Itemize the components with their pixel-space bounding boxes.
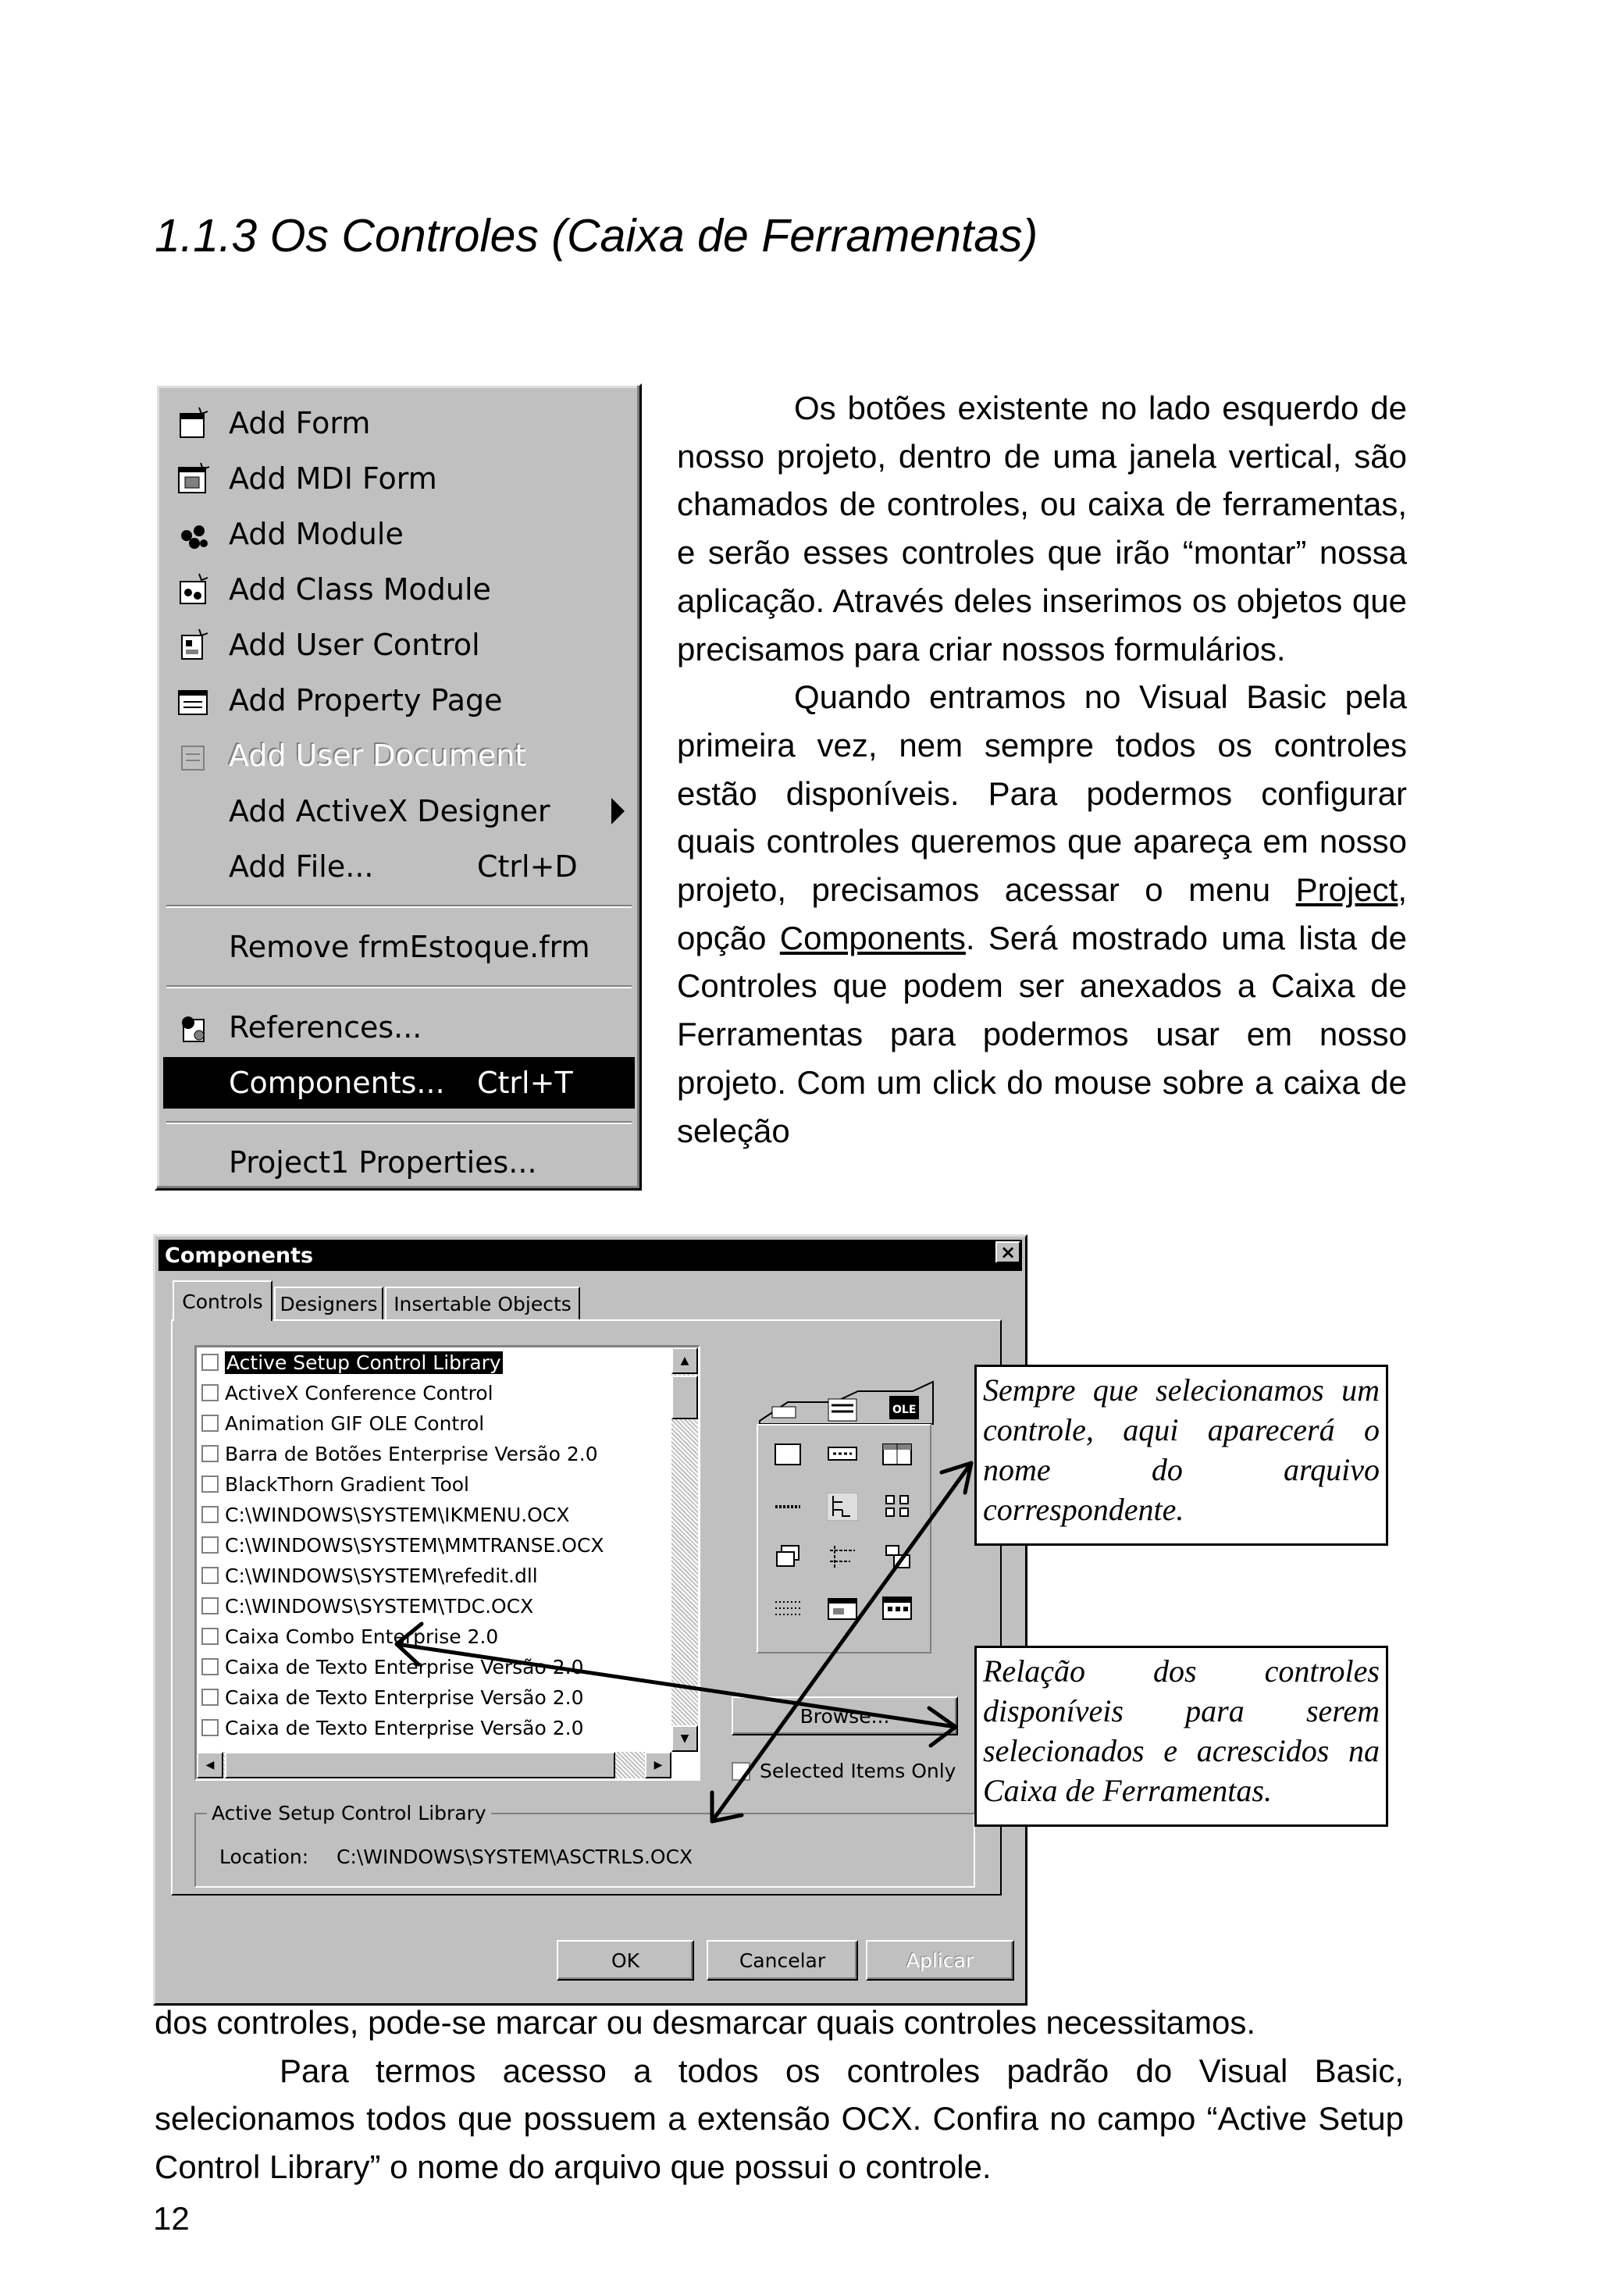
callout-file-name: Sempre que selecionamos um controle, aqui aparecerá o nome do arquivo correspondente. <box>974 1365 1388 1546</box>
library-info-group <box>194 1802 975 1888</box>
checkbox[interactable] <box>201 1475 219 1493</box>
scroll-thumb[interactable] <box>671 1376 698 1419</box>
location-label: Location: <box>219 1846 309 1868</box>
list-item[interactable]: C:\WINDOWS\SYSTEM\IKMENU.OCX <box>201 1500 569 1529</box>
menu-shortcut: Ctrl+D <box>477 849 578 884</box>
horizontal-scrollbar[interactable] <box>197 1752 671 1778</box>
checkbox[interactable] <box>201 1445 219 1462</box>
cancel-button[interactable]: Cancelar <box>707 1940 858 1981</box>
section-heading: 1.1.3 Os Controles (Caixa de Ferramentas) <box>155 210 1038 262</box>
list-item[interactable]: Animation GIF OLE Control <box>201 1408 484 1438</box>
menu-item-add-user-control[interactable] <box>163 619 635 671</box>
group-label: Active Setup Control Library <box>207 1802 491 1824</box>
location-value: C:\WINDOWS\SYSTEM\ASCTRLS.OCX <box>337 1846 693 1868</box>
checkbox[interactable] <box>201 1536 219 1554</box>
menu-item-add-property-page[interactable] <box>163 675 635 726</box>
tabstrip-tool-icon <box>881 1543 913 1571</box>
scroll-left-icon[interactable]: ◀ <box>197 1752 223 1778</box>
vertical-scrollbar[interactable] <box>671 1347 698 1752</box>
menu-reference-project: Project <box>1295 871 1398 909</box>
paragraph-controls-intro: Os botões existente no lado esquerdo de nosso projeto, dentro de uma janela vertical, são chamados de controles, ou caixa de ferramentas, e serão esses controles que irão “montar” nossa aplicação. Através deles inserimos os objetos que precisamos para criar nossos formulários. <box>677 390 1407 667</box>
menu-item-label: Add MDI Form <box>229 461 437 496</box>
menu-item-add-form[interactable] <box>163 397 635 449</box>
list-item[interactable]: Active Setup Control Library <box>201 1347 503 1377</box>
menu-item-add-mdi-form[interactable] <box>163 453 635 504</box>
list-item[interactable]: ActiveX Conference Control <box>201 1378 493 1408</box>
checkbox[interactable] <box>201 1597 219 1614</box>
paragraph-continuation: dos controles, pode-se marcar ou desmarcar quais controles necessitamos. <box>155 2004 1255 2041</box>
scroll-thumb[interactable] <box>225 1752 615 1778</box>
menu-item-label: Add Class Module <box>229 572 491 607</box>
menu-item-label: Components... <box>229 1066 445 1100</box>
menu-item-label: Add User Document <box>229 739 527 773</box>
list-item[interactable]: Caixa de Texto Enterprise Versão 2.0 <box>201 1682 584 1712</box>
menu-item-components[interactable] <box>163 1057 635 1109</box>
list-item[interactable]: C:\WINDOWS\SYSTEM\MMTRANSE.OCX <box>201 1530 604 1560</box>
label-tool-icon <box>827 1440 858 1468</box>
menu-shortcut: Ctrl+T <box>477 1066 573 1100</box>
menu-item-label: Remove frmEstoque.frm <box>229 930 590 964</box>
checkbox[interactable] <box>201 1567 219 1584</box>
components-dialog <box>153 1234 1027 2006</box>
menu-item-add-module[interactable] <box>163 508 635 560</box>
body-text-column <box>677 384 1407 1155</box>
menu-reference-components: Components <box>779 919 966 956</box>
checkbox[interactable] <box>732 1762 750 1781</box>
svg-text:OLE: OLE <box>892 1404 917 1416</box>
menu-item-label: Add Module <box>229 517 404 551</box>
callout-controls-list: Relação dos controles disponíveis para serem selecionados e acrescidos na Caixa de Ferramentas. <box>974 1646 1388 1827</box>
list-item[interactable]: Caixa de Texto Enterprise Versão 2.0 <box>201 1652 584 1682</box>
checkbox[interactable] <box>201 1354 219 1371</box>
checkbox[interactable] <box>201 1658 219 1675</box>
dialog-titlebar <box>158 1240 1022 1271</box>
list-item[interactable]: BlackThorn Gradient Tool <box>201 1469 469 1499</box>
list-item[interactable]: Caixa Combo Enterprise 2.0 <box>201 1621 498 1651</box>
selected-items-only-checkbox[interactable]: Selected Items Only <box>732 1760 956 1782</box>
imagelist-tool-icon <box>772 1543 803 1571</box>
treeview-tool-icon <box>827 1493 858 1521</box>
menu-item-label: Add File... <box>229 849 374 884</box>
menu-separator <box>166 905 632 908</box>
frame-tool-icon <box>772 1440 803 1468</box>
menu-separator <box>166 985 632 988</box>
class-module-icon <box>176 572 212 608</box>
tab-controls[interactable]: Controls <box>173 1280 272 1321</box>
property-page-icon <box>176 683 212 719</box>
ok-button[interactable]: OK <box>557 1940 694 1981</box>
controls-list[interactable] <box>194 1345 700 1781</box>
paragraph-ocx-extension: Para termos acesso a todos os controles padrão do Visual Basic, selecionamos todos que possuem a extensão OCX. Confira no campo “Active Setup Control Library” o nome do arquivo que possui o controle. <box>155 2052 1404 2186</box>
menu-item-remove-file[interactable] <box>163 921 635 973</box>
menu-item-add-file[interactable] <box>163 841 635 892</box>
browse-button[interactable]: Browse... <box>732 1696 958 1735</box>
paragraph-components-menu: Quando entramos no Visual Basic pela primeira vez, nem sempre todos os controles estão disponíveis. Para podermos configurar quais controles queremos que apareça em nosso projeto, precisamos acessar o menu Project, opção Components. Será mostrado uma lista de Controles que podem ser anexados a Caixa de Ferramentas para podermos usar em nosso projeto. Com um click do mouse sobre a caixa de seleção <box>677 678 1407 1149</box>
body-text-bottom <box>155 1999 1404 2191</box>
menu-item-label: Add Property Page <box>229 683 503 717</box>
menu-item-label: Add ActiveX Designer <box>229 794 550 828</box>
checkbox[interactable] <box>201 1628 219 1645</box>
module-icon <box>176 517 212 553</box>
project-menu <box>155 383 642 1191</box>
checkbox[interactable] <box>201 1689 219 1706</box>
list-item[interactable]: Caixa de Texto Enterprise Versão 2.0 <box>201 1713 584 1742</box>
scroll-right-icon[interactable]: ▶ <box>645 1752 671 1778</box>
submenu-arrow-icon <box>611 798 625 824</box>
grid-tool-icon <box>881 1440 913 1468</box>
toolbar-tool-icon <box>827 1543 858 1571</box>
dialog-title: Components <box>165 1243 314 1268</box>
menu-separator <box>166 1121 632 1124</box>
checkbox[interactable] <box>201 1384 219 1401</box>
checkbox[interactable] <box>201 1506 219 1523</box>
menu-item-add-activex-designer[interactable] <box>163 785 635 837</box>
menu-item-label: Add User Control <box>229 628 480 662</box>
apply-button[interactable]: Aplicar <box>866 1940 1014 1981</box>
toolbox-header-icon <box>757 1377 936 1427</box>
menu-item-label: Project1 Properties... <box>229 1145 537 1180</box>
checkbox[interactable] <box>201 1719 219 1736</box>
scroll-up-icon[interactable]: ▲ <box>671 1347 698 1374</box>
list-item[interactable]: C:\WINDOWS\SYSTEM\TDC.OCX <box>201 1591 533 1621</box>
user-document-icon <box>176 739 212 774</box>
progressbar-tool-icon <box>827 1594 858 1622</box>
list-item[interactable]: C:\WINDOWS\SYSTEM\refedit.dll <box>201 1561 538 1590</box>
toolbox-frame <box>757 1424 931 1653</box>
menu-item-add-class-module[interactable] <box>163 564 635 615</box>
form-icon <box>176 406 212 442</box>
menu-item-add-user-document[interactable] <box>163 730 635 781</box>
menu-item-project-properties[interactable] <box>163 1137 635 1188</box>
close-icon[interactable]: × <box>995 1241 1020 1263</box>
listview-tool-icon <box>881 1493 913 1521</box>
references-icon <box>176 1010 212 1046</box>
list-item[interactable]: Barra de Botões Enterprise Versão 2.0 <box>201 1439 598 1468</box>
toolbox-preview <box>757 1377 936 1658</box>
mdi-form-icon <box>176 461 212 497</box>
menu-item-label: References... <box>229 1010 422 1045</box>
slider-tool-icon <box>772 1493 803 1521</box>
tab-designers[interactable]: Designers <box>274 1287 383 1319</box>
statusbar-tool-icon <box>772 1594 803 1622</box>
tab-insertable-objects[interactable]: Insertable Objects <box>385 1287 580 1319</box>
menu-item-label: Add Form <box>229 406 371 440</box>
checkbox[interactable] <box>201 1415 219 1432</box>
user-control-icon <box>176 628 212 664</box>
page-number: 12 <box>153 2200 190 2237</box>
menu-item-references[interactable] <box>163 1002 635 1053</box>
calendar-tool-icon <box>881 1594 913 1622</box>
scroll-down-icon[interactable]: ▼ <box>671 1725 698 1752</box>
